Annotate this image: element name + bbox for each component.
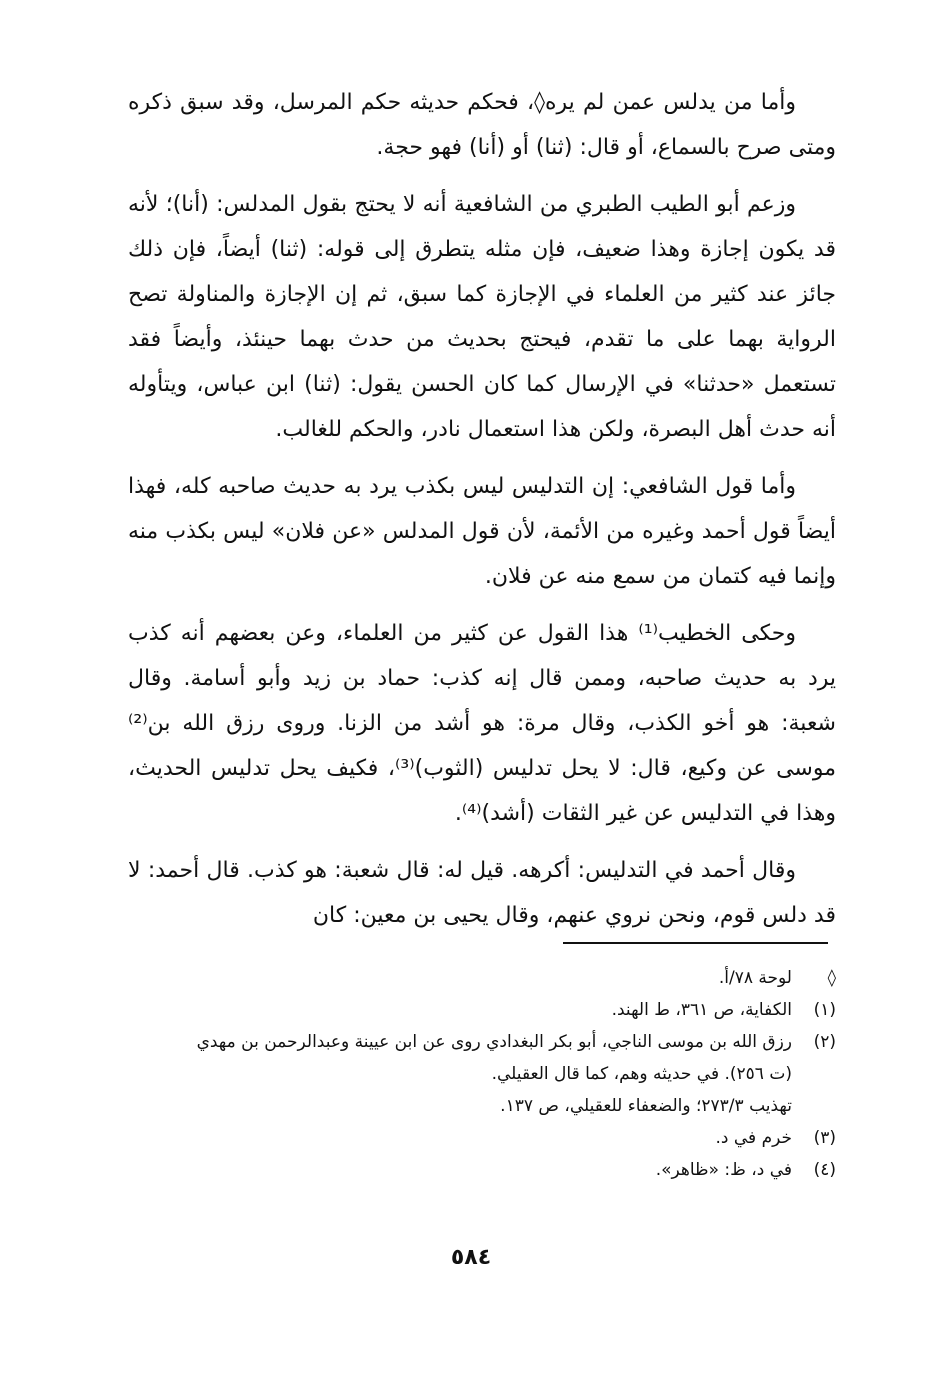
footnote-text [128,1122,792,1154]
footnote-marker: (٤) [813,1160,836,1180]
footnote-text [128,962,792,994]
paragraph-3: وأما قول الشافعي: إن التدليس ليس بكذب يرد به حديث صاحبه كله، فهذا أيضاً قول أحمد وغيره من الأئمة، لأن قول المدلس «عن فلان» ليس بكذب منه وإنما فيه كتمان من سمع منه عن فلان. [128,474,836,589]
footnotes [128,962,836,1186]
footnote-line: رزق الله بن موسى الناجي، أبو بكر البغدادي روى عن ابن عيينة وعبدالرحمن بن مهدي [196,1032,792,1052]
footnote-marker: ◊ [827,968,836,988]
footnote-3 [128,1122,836,1154]
paragraph-5: وقال أحمد في التدليس: أكرهه. قيل له: قال شعبة: هو كذب. قال أحمد: لا قد دلس قوم، ونحن نروي عنهم، وقال يحيى بن معين: كان [128,858,836,928]
footnote-line: لوحة ٧٨/أ. [718,968,792,988]
paragraph-1: وأما من يدلس عمن لم يره◊، فحكم حديثه حكم المرسل، وقد سبق ذكره ومتى صرح بالسماع، أو قال: (ثنا) أو (أنا) فهو حجة. [128,90,836,160]
paragraph-4: وحكى الخطيب⁽¹⁾ هذا القول عن كثير من العلماء، وعن بعضهم أنه كذب يرد به حديث صاحبه، وممن قال إنه كذب: حماد بن زيد وأبو أسامة. وقال شعبة: هو أخو الكذب، وقال مرة: هو أشد من الزنا. وروى رزق الله بن⁽²⁾ موسى عن وكيع، قال: لا يحل تدليس (الثوب)⁽³⁾، فكيف يحل تدليس الحديث، وهذا في التدليس عن غير الثقات (أشد)⁽⁴⁾. [128,621,836,826]
page-number: ٥٨٤ [450,1245,492,1270]
footnote-text [128,1154,792,1186]
footnote-line: في د، ظ: «ظاهر». [655,1160,792,1180]
main-text [128,80,836,950]
footnote-text [128,1026,792,1122]
footnote-line: تهذيب ٢٧٣/٣؛ والضعفاء للعقيلي، ص ١٣٧. [500,1096,792,1116]
footnote-marker: (٣) [813,1128,836,1148]
paragraph-2: وزعم أبو الطيب الطبري من الشافعية أنه لا يحتج بقول المدلس: (أنا)؛ لأنه قد يكون إجازة وهذا ضعيف، فإن مثله يتطرق إلى قوله: (ثنا) أيضاً، فإن ذلك جائز عند كثير من العلماء في الإجازة كما سبق، ثم إن الإجازة والمناولة تصح الرواية بهما على ما تقدم، فيحتج بحديث من حدث بهما حينئذ، وأيضاً فقد تستعمل «حدثنا» في الإرسال كما كان الحسن يقول: (ثنا) ابن عباس، ويتأوله أنه حدث أهل البصرة، ولكن هذا استعمال نادر، والحكم للغالب. [128,192,836,442]
footnote-1 [128,994,836,1026]
footnote-text [128,994,792,1026]
footnote-2 [128,1026,836,1122]
footnote-4 [128,1154,836,1186]
footnote-marker: (٢) [813,1032,836,1052]
footnote-folio [128,962,836,994]
footnote-line: الكفاية، ص ٣٦١، ط الهند. [611,1000,792,1020]
footnote-divider [563,942,828,944]
footnote-line: خرم في د. [715,1128,792,1148]
footnote-marker: (١) [813,1000,836,1020]
footnote-line: (ت ٢٥٦). في حديثه وهم، كما قال العقيلي. [491,1064,792,1084]
